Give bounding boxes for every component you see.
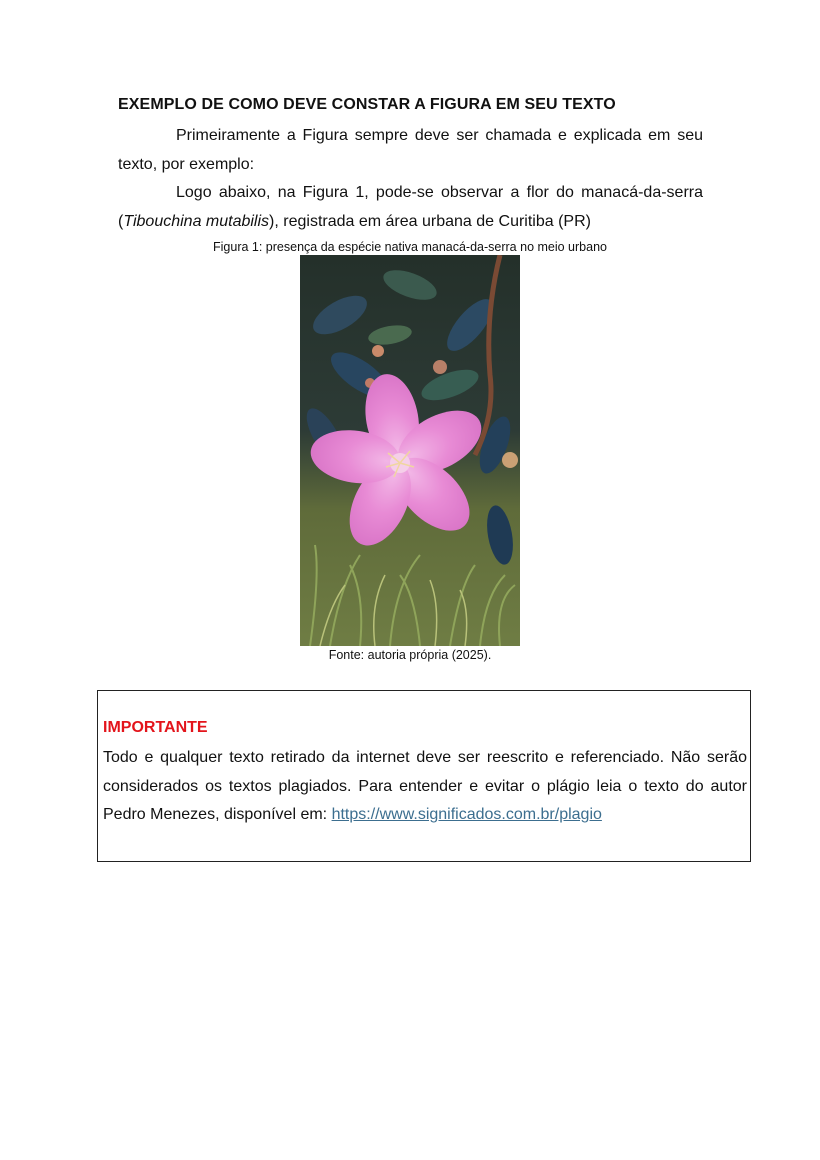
flower-photo: [300, 255, 520, 646]
figure-caption: [0, 240, 820, 254]
example-line-2-rest: ), registrada em área urbana de Curitiba (PR): [269, 212, 591, 230]
notice-title: IMPORTANTE: [103, 719, 208, 736]
figure-source: Fonte: autoria própria (2025).: [328, 648, 492, 662]
intro-line-1: Primeiramente a Figura sempre deve ser chamada e explicada em seu: [176, 127, 703, 144]
example-line-2: [118, 208, 703, 237]
section-heading: EXEMPLO DE COMO DEVE CONSTAR A FIGURA EM SEU TEXTO: [118, 96, 616, 113]
species-open-paren: (: [118, 212, 124, 230]
notice-line-3-prefix: Pedro Menezes, disponível em:: [103, 806, 332, 823]
notice-box: [97, 690, 751, 862]
example-line-1: Logo abaixo, na Figura 1, pode-se observar a flor do manacá-da-serra: [176, 184, 703, 201]
notice-line-2: considerados os textos plagiados. Para entender e evitar o plágio leia o texto do autor: [103, 777, 747, 795]
example-paragraph: [118, 179, 703, 236]
flower-photo-illustration: [300, 255, 520, 646]
intro-line-2: texto, por exemplo:: [118, 155, 255, 173]
notice-line-3: [103, 801, 747, 830]
figure-caption-text: Figura 1: presença da espécie nativa manacá-da-serra no meio urbano: [213, 240, 607, 254]
notice-text: [103, 744, 747, 830]
notice-line-1: Todo e qualquer texto retirado da internet deve ser reescrito e referenciado. Não serão: [103, 749, 747, 766]
intro-paragraph: [118, 122, 703, 179]
species-name: Tibouchina mutabilis: [123, 212, 270, 230]
plagio-link[interactable]: https://www.significados.com.br/plagio: [331, 806, 602, 823]
